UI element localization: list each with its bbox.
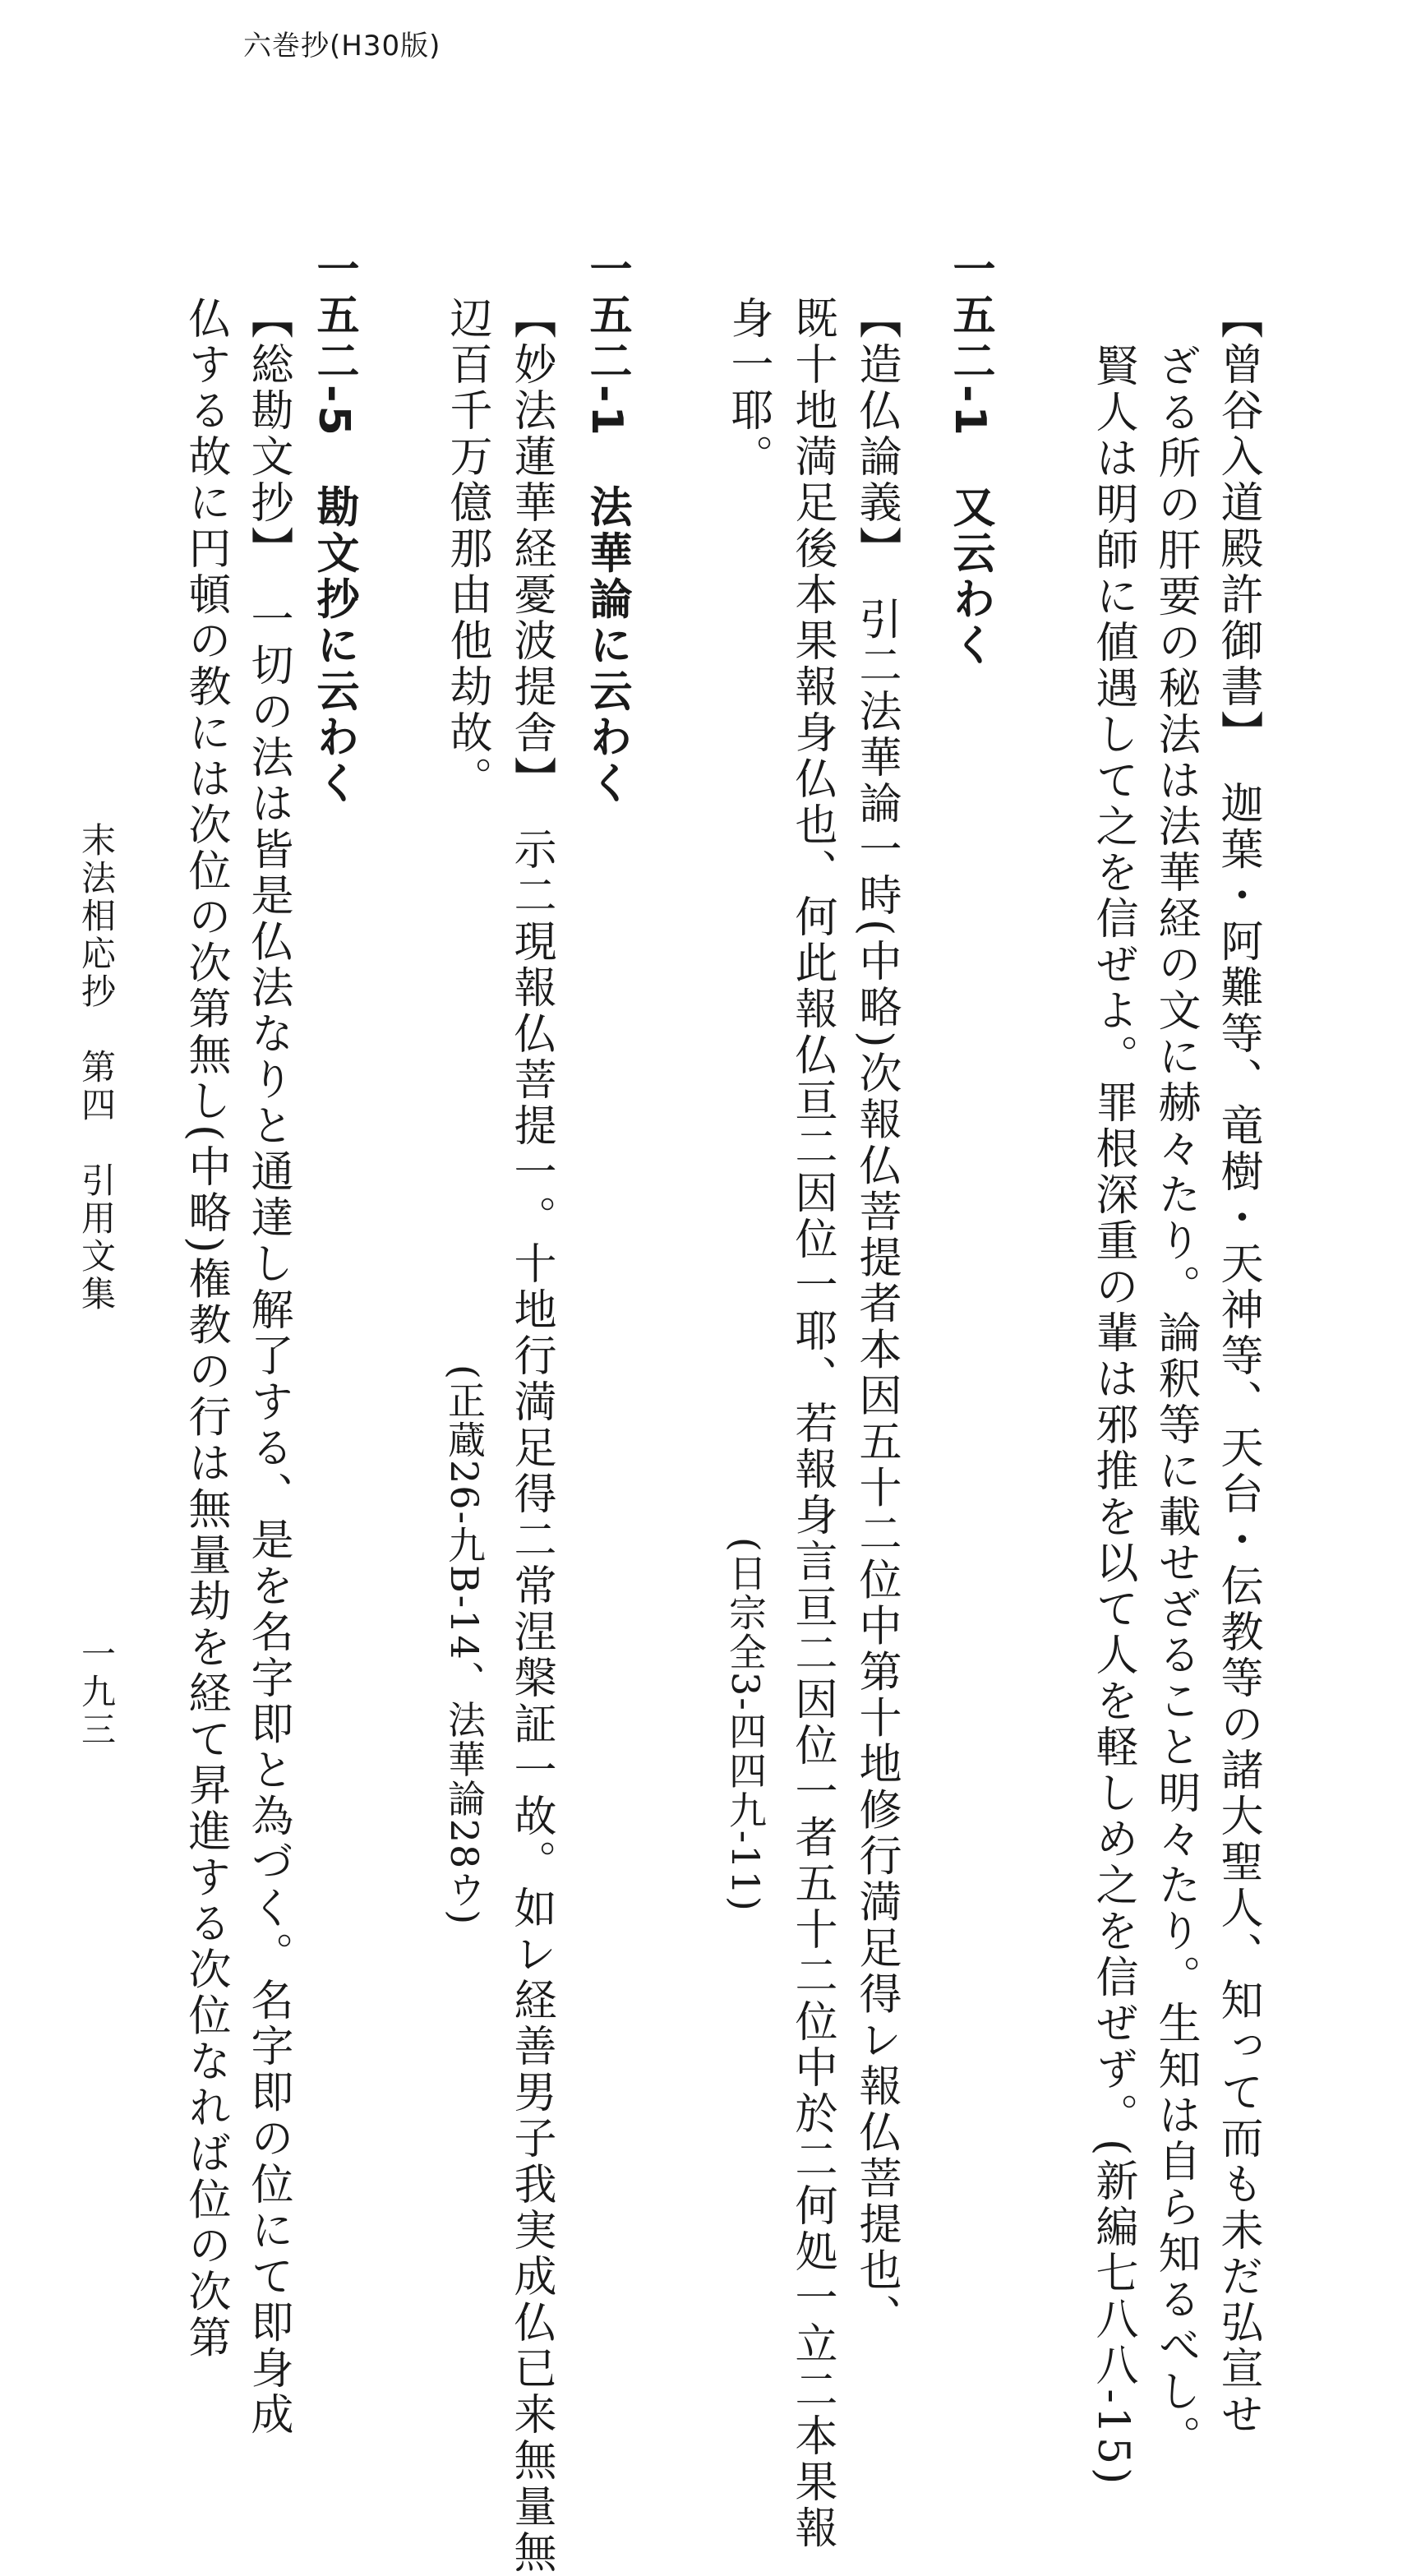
text-column-8: 辺百千万億那由他劫故。 — [442, 296, 491, 802]
citation-1: (日宗全3-四四九-11) — [723, 1537, 768, 1913]
text-column-9: 【総勘文抄】 一切の法は皆是仏法なりと通達し解了する、是を名字即と為づく。名字即の位にて即身成 — [243, 296, 293, 2438]
text-column-10: 仏する故に円頓の教には次位の次第無し(中略)権教の行は無量劫を経て昇進する次位なれば位の次第 — [181, 296, 230, 2361]
text-column-6: 身一耶。 — [723, 296, 773, 480]
section-heading-2: 一五二-1 法華論に云わく — [582, 247, 631, 807]
section-heading-1: 一五二-1 又云わく — [945, 247, 994, 669]
text-column-1: 【曾谷入道殿許御書】 迦葉・阿難等、竜樹・天神等、天台・伝教等の諸大聖人、知って而も未だ弘宣せ — [1213, 296, 1262, 2438]
footer-title: 末法相応抄 第四 引用文集 — [76, 822, 117, 1313]
text-column-5: 既十地満足後本果報身仏也、何此報仏亘二因位一耶、若報身言亘二因位一者五十二位中於二何処一立二本果報 — [787, 296, 837, 2551]
running-header: 六巻抄(H30版) — [243, 30, 441, 62]
text-column-2: ざる所の肝要の秘法は法華経の文に赫々たり。論釈等に載せざること明々たり。生知は自ら知るべし。 — [1151, 344, 1200, 2461]
section-heading-3: 一五二-5 勘文抄に云わく — [309, 247, 358, 807]
citation-2: (正蔵26-九B-14、法華論28ウ) — [442, 1364, 487, 1927]
text-column-4: 【造仏論義】 引二法華論一時(中略)次報仏菩提者本因五十二位中第十地修行満足得レ報仏菩提也、 — [851, 296, 901, 2340]
text-column-7: 【妙法蓮華経憂波提舎】 示二現報仏菩提一。十地行満足得二常涅槃証一故。如レ経善男子我実成仏已来無量無 — [506, 296, 556, 2576]
text-column-3: 賢人は明師に値遇して之を信ぜよ。罪根深重の輩は邪推を以て人を軽しめ之を信ぜず。(新編七八八-15) — [1088, 344, 1137, 2488]
page-number: 一九三 — [76, 1636, 117, 1749]
